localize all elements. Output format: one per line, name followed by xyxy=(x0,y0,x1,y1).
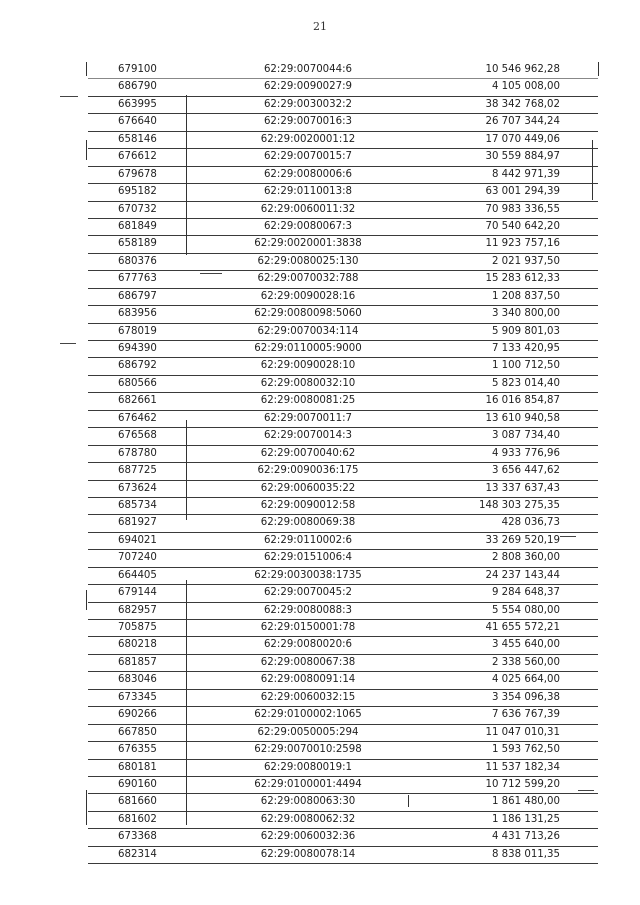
cadastral-number: 62:29:0070010:2598 xyxy=(254,744,362,756)
table-row xyxy=(88,568,598,585)
cadastral-value: 38 342 768,02 xyxy=(485,98,560,110)
record-number: 681849 xyxy=(118,220,157,232)
cadastral-number: 62:29:0080081:25 xyxy=(260,395,356,407)
table-row xyxy=(88,62,598,79)
table-row xyxy=(88,202,598,219)
table-row xyxy=(88,132,598,149)
record-number: 664405 xyxy=(118,569,157,581)
record-number: 682314 xyxy=(118,848,157,860)
cadastral-value: 2 338 560,00 xyxy=(491,656,560,668)
cadastral-number: 62:29:0080067:38 xyxy=(260,656,356,668)
cadastral-value: 2 021 937,50 xyxy=(491,255,560,267)
record-number: 686790 xyxy=(118,81,157,93)
table-row xyxy=(88,847,598,864)
record-number: 677763 xyxy=(118,273,157,285)
cadastral-value: 41 655 572,21 xyxy=(485,622,560,633)
table-row xyxy=(88,620,598,637)
table-row xyxy=(88,777,598,794)
scan-line xyxy=(186,420,187,520)
cadastral-value: 3 340 800,00 xyxy=(491,308,560,320)
cadastral-value: 13 610 940,58 xyxy=(485,412,560,424)
record-number: 678019 xyxy=(118,325,157,337)
cadastral-value: 33 269 520,19 xyxy=(485,534,560,546)
cadastral-number: 62:29:0060011:32 xyxy=(260,203,356,215)
cadastral-value: 4 105 008,00 xyxy=(491,81,560,93)
record-number: 682661 xyxy=(118,395,157,407)
record-number: 680566 xyxy=(118,377,157,389)
cadastral-number: 62:29:0080025:130 xyxy=(257,255,359,267)
table-row xyxy=(88,324,598,341)
table-row xyxy=(88,829,598,846)
cadastral-number: 62:29:0080006:6 xyxy=(263,168,353,180)
cadastral-value: 7 636 767,39 xyxy=(491,709,560,721)
table-row xyxy=(88,760,598,777)
record-number: 673345 xyxy=(118,691,157,703)
cadastral-number: 62:29:0020001:3838 xyxy=(254,238,362,250)
record-number: 694021 xyxy=(118,534,157,546)
record-number: 679100 xyxy=(118,64,157,75)
cadastral-number: 62:29:0070040:62 xyxy=(260,447,356,459)
cadastral-number: 62:29:0070015:7 xyxy=(263,151,353,163)
record-number: 658146 xyxy=(118,133,157,145)
cadastral-value: 11 923 757,16 xyxy=(485,238,560,250)
cadastral-number: 62:29:0110002:6 xyxy=(263,534,353,546)
cadastral-value: 10 546 962,28 xyxy=(485,64,560,75)
record-number: 694390 xyxy=(118,343,157,354)
record-number: 683956 xyxy=(118,308,157,320)
cadastral-value: 1 861 480,00 xyxy=(491,796,560,808)
cadastral-value: 13 337 637,43 xyxy=(485,482,560,494)
cadastral-value: 4 025 664,00 xyxy=(491,674,560,686)
table-row xyxy=(88,219,598,236)
cadastral-number: 62:29:0070032:788 xyxy=(257,273,359,285)
cadastral-number: 62:29:0080062:32 xyxy=(260,813,356,825)
record-number: 690160 xyxy=(118,778,157,790)
cadastral-value: 1 208 837,50 xyxy=(491,290,560,302)
cadastral-value: 5 909 801,03 xyxy=(491,325,560,337)
cadastral-value: 1 593 762,50 xyxy=(491,744,560,756)
cadastral-value: 3 656 447,62 xyxy=(491,465,560,477)
table-row xyxy=(88,79,598,96)
record-number: 678780 xyxy=(118,447,157,459)
record-number: 663995 xyxy=(118,98,157,110)
scan-line xyxy=(598,62,599,76)
record-number: 676612 xyxy=(118,151,157,163)
scan-line xyxy=(86,590,87,610)
table-row xyxy=(88,271,598,288)
table-row xyxy=(88,184,598,201)
cadastral-value: 3 087 734,40 xyxy=(491,430,560,442)
record-number: 680218 xyxy=(118,639,157,651)
table-row xyxy=(88,446,598,463)
table-row xyxy=(88,289,598,306)
cadastral-value: 1 100 712,50 xyxy=(491,360,560,372)
record-number: 673624 xyxy=(118,482,157,494)
cadastral-value: 11 537 182,34 xyxy=(485,761,560,773)
cadastral-number: 62:29:0080063:30 xyxy=(260,796,356,808)
scan-line xyxy=(86,140,87,160)
scan-line xyxy=(186,580,187,825)
cadastral-number: 62:29:0070045:2 xyxy=(263,587,353,599)
record-number: 670732 xyxy=(118,203,157,215)
cadastral-number: 62:29:0070014:3 xyxy=(263,430,353,442)
cadastral-number: 62:29:0080091:14 xyxy=(260,674,356,686)
record-number: 695182 xyxy=(118,186,157,198)
cadastral-value: 1 186 131,25 xyxy=(491,813,560,825)
record-number: 667850 xyxy=(118,726,157,738)
cadastral-number: 62:29:0080098:5060 xyxy=(254,308,362,320)
table-row xyxy=(88,707,598,724)
record-number: 690266 xyxy=(118,709,157,721)
cadastral-value: 24 237 143,44 xyxy=(485,569,560,581)
cadastral-number: 62:29:0090027:9 xyxy=(263,81,353,93)
cadastral-number: 62:29:0080019:1 xyxy=(263,761,353,773)
cadastral-number: 62:29:0080020:6 xyxy=(263,639,353,651)
cadastral-number: 62:29:0020001:12 xyxy=(260,133,356,145)
table-row xyxy=(88,742,598,759)
scan-line xyxy=(86,62,87,76)
cadastral-number: 62:29:0090012:58 xyxy=(260,499,356,511)
record-number: 679678 xyxy=(118,168,157,180)
record-number: 681602 xyxy=(118,813,157,825)
record-number: 681857 xyxy=(118,656,157,668)
record-number: 680181 xyxy=(118,761,157,773)
table-row xyxy=(88,358,598,375)
record-number: 686797 xyxy=(118,290,157,302)
table-row xyxy=(88,515,598,532)
table-row xyxy=(88,655,598,672)
cadastral-number: 62:29:0150001:78 xyxy=(260,622,356,633)
cadastral-value: 428 036,73 xyxy=(501,517,560,529)
table-row xyxy=(88,672,598,689)
cadastral-number: 62:29:0070011:7 xyxy=(263,412,353,424)
record-number: 676640 xyxy=(118,116,157,128)
record-number: 676355 xyxy=(118,744,157,756)
cadastral-number: 62:29:0080069:38 xyxy=(260,517,356,529)
table-row xyxy=(88,236,598,253)
cadastral-value: 63 001 294,39 xyxy=(485,186,560,198)
cadastral-number: 62:29:0080032:10 xyxy=(260,377,356,389)
record-number: 658189 xyxy=(118,238,157,250)
cadastral-value: 8 838 011,35 xyxy=(491,848,560,860)
cadastral-value: 4 933 776,96 xyxy=(491,447,560,459)
cadastral-number: 62:29:0100002:1065 xyxy=(254,709,362,721)
record-number: 707240 xyxy=(118,552,157,564)
cadastral-number: 62:29:0030032:2 xyxy=(263,98,353,110)
cadastral-number: 62:29:0080067:3 xyxy=(263,220,353,232)
table-row xyxy=(88,428,598,445)
cadastral-value: 148 303 275,35 xyxy=(478,499,560,511)
table-row xyxy=(88,149,598,166)
cadastral-number: 62:29:0090036:175 xyxy=(257,465,359,477)
cadastral-number: 62:29:0060032:15 xyxy=(260,691,356,703)
cadastral-number: 62:29:0080078:14 xyxy=(260,848,356,860)
cadastral-value: 5 823 014,40 xyxy=(491,377,560,389)
table-row xyxy=(88,341,598,358)
cadastral-value: 9 284 648,37 xyxy=(491,587,560,599)
cadastral-value: 15 283 612,33 xyxy=(485,273,560,285)
cadastral-number: 62:29:0110013:8 xyxy=(263,186,353,198)
table-row xyxy=(88,637,598,654)
cadastral-number: 62:29:0070044:6 xyxy=(263,64,353,75)
scan-line xyxy=(592,140,593,200)
table-row xyxy=(88,794,598,811)
record-number: 681927 xyxy=(118,517,157,529)
cadastral-number: 62:29:0030038:1735 xyxy=(254,569,362,581)
cadastral-number: 62:29:0050005:294 xyxy=(257,726,359,738)
table-row xyxy=(88,603,598,620)
record-number: 682957 xyxy=(118,604,157,616)
page-number: 21 xyxy=(313,20,327,33)
table-row xyxy=(88,533,598,550)
table-row xyxy=(88,393,598,410)
table-row xyxy=(88,690,598,707)
table-row xyxy=(88,550,598,567)
table-row xyxy=(88,411,598,428)
cadastral-number: 62:29:0090028:16 xyxy=(260,290,356,302)
cadastral-number: 62:29:0100001:4494 xyxy=(254,778,362,790)
cadastral-value: 5 554 080,00 xyxy=(491,604,560,616)
cadastral-number: 62:29:0080088:3 xyxy=(263,604,353,616)
scan-mark xyxy=(578,790,594,791)
table-row xyxy=(88,725,598,742)
cadastral-value: 11 047 010,31 xyxy=(485,726,560,738)
cadastral-number: 62:29:0110005:9000 xyxy=(254,343,362,354)
cadastral-value: 7 133 420,95 xyxy=(491,343,560,354)
scan-mark xyxy=(60,343,76,344)
cadastral-value: 26 707 344,24 xyxy=(485,116,560,128)
cadastral-value: 10 712 599,20 xyxy=(485,778,560,790)
table-row xyxy=(88,97,598,114)
record-number: 683046 xyxy=(118,674,157,686)
cadastral-number: 62:29:0151006:4 xyxy=(263,552,353,564)
cadastral-number: 62:29:0070034:114 xyxy=(257,325,359,337)
scan-mark xyxy=(200,273,222,274)
record-number: 705875 xyxy=(118,622,157,633)
scan-line xyxy=(86,790,87,825)
record-number: 681660 xyxy=(118,796,157,808)
record-number: 685734 xyxy=(118,499,157,511)
table-row xyxy=(88,376,598,393)
cadastral-value: 4 431 713,26 xyxy=(491,831,560,843)
cadastral-number: 62:29:0060032:36 xyxy=(260,831,356,843)
record-number: 687725 xyxy=(118,465,157,477)
table-row xyxy=(88,812,598,829)
scan-mark xyxy=(210,706,240,707)
cadastral-value: 3 354 096,38 xyxy=(491,691,560,703)
cadastral-registry-table xyxy=(88,62,598,864)
cadastral-value: 70 540 642,20 xyxy=(485,220,560,232)
cadastral-number: 62:29:0090028:10 xyxy=(260,360,356,372)
table-row xyxy=(88,306,598,323)
cadastral-value: 3 455 640,00 xyxy=(491,639,560,651)
table-row xyxy=(88,463,598,480)
cadastral-number: 62:29:0060035:22 xyxy=(260,482,356,494)
table-row xyxy=(88,585,598,602)
table-row xyxy=(88,167,598,184)
cadastral-value: 70 983 336,55 xyxy=(485,203,560,215)
record-number: 680376 xyxy=(118,255,157,267)
table-row xyxy=(88,114,598,131)
cadastral-value: 2 808 360,00 xyxy=(491,552,560,564)
cadastral-number: 62:29:0070016:3 xyxy=(263,116,353,128)
record-number: 676462 xyxy=(118,412,157,424)
scan-mark xyxy=(560,536,576,537)
record-number: 676568 xyxy=(118,430,157,442)
scan-line xyxy=(408,795,409,807)
cadastral-value: 30 559 884,97 xyxy=(485,151,560,163)
record-number: 679144 xyxy=(118,587,157,599)
record-number: 686792 xyxy=(118,360,157,372)
cadastral-value: 17 070 449,06 xyxy=(485,133,560,145)
table-row xyxy=(88,498,598,515)
cadastral-value: 16 016 854,87 xyxy=(485,395,560,407)
table-row xyxy=(88,481,598,498)
table-row xyxy=(88,254,598,271)
scan-mark xyxy=(60,96,78,97)
cadastral-value: 8 442 971,39 xyxy=(491,168,560,180)
scan-line xyxy=(186,95,187,255)
record-number: 673368 xyxy=(118,831,157,843)
